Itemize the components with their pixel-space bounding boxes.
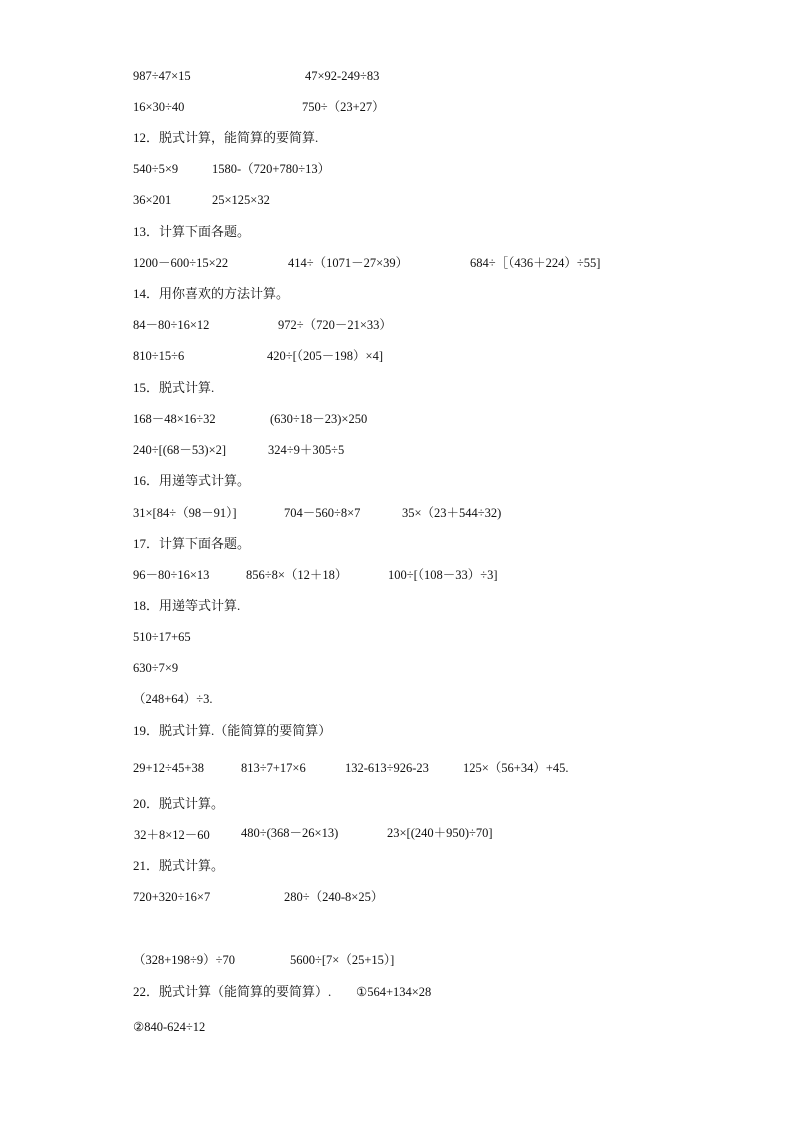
expression: 168－48×16÷32: [133, 412, 216, 426]
question-title: 15．脱式计算.: [133, 380, 215, 395]
expression: 810÷15÷6: [133, 349, 185, 363]
question-title: 22．脱式计算（能简算的要简算）.: [133, 984, 332, 999]
expression: ②840-624÷12: [133, 1020, 206, 1034]
question-title: 16．用递等式计算。: [133, 473, 251, 488]
expression: 96－80÷16×13: [133, 568, 210, 582]
expression: (630÷18－23)×250: [270, 412, 368, 426]
question-title: 21．脱式计算。: [133, 858, 225, 873]
expression: 31×[84÷（98－91）]: [133, 506, 237, 520]
expression: 23×[(240＋950)÷70]: [387, 826, 493, 840]
expression: 16×30÷40: [133, 100, 185, 114]
expression: 420÷[（205－198）×4]: [267, 349, 383, 363]
expression: 630÷7×9: [133, 661, 179, 675]
question-title: 13．计算下面各题。: [133, 224, 251, 239]
expression: 813÷7+17×6: [241, 761, 306, 775]
expression: 750÷（23+27）: [302, 100, 385, 114]
expression: ①564+134×28: [356, 985, 432, 999]
expression: 684÷［（436＋224）÷55]: [470, 256, 601, 270]
expression: 480÷(368－26×13): [241, 826, 339, 840]
question-title: 12．脱式计算，能简算的要简算.: [133, 130, 319, 145]
question-title: 14．用你喜欢的方法计算。: [133, 286, 290, 301]
expression: 32＋8×12－60: [134, 828, 210, 842]
expression: 100÷[（108－33）÷3]: [388, 568, 498, 582]
expression: （328+198÷9）÷70: [133, 953, 236, 967]
expression: 856÷8×（12＋18）: [246, 568, 348, 582]
question-title: 17．计算下面各题。: [133, 536, 251, 551]
expression: 36×201: [133, 193, 172, 207]
expression: 972÷（720－21×33）: [278, 318, 392, 332]
expression: 35×（23＋544÷32): [402, 506, 502, 520]
expression: 29+12÷45+38: [133, 761, 204, 775]
question-title: 20．脱式计算。: [133, 796, 225, 811]
expression: 720+320÷16×7: [133, 890, 211, 904]
expression: 987÷47×15: [133, 69, 191, 83]
expression: 25×125×32: [212, 193, 270, 207]
expression: 414÷（1071－27×39）: [288, 256, 409, 270]
expression: 125×（56+34）+45.: [463, 761, 569, 775]
expression: 704－560÷8×7: [284, 506, 361, 520]
expression: 324÷9＋305÷5: [268, 443, 345, 457]
expression: 1200－600÷15×22: [133, 256, 229, 270]
expression: 540÷5×9: [133, 162, 179, 176]
expression: 5600÷[7×（25+15）]: [290, 953, 395, 967]
expression: 280÷（240-8×25）: [284, 890, 384, 904]
expression: （248+64）÷3.: [133, 692, 213, 706]
expression: 510÷17+65: [133, 630, 191, 644]
question-title: 18．用递等式计算.: [133, 598, 241, 613]
expression: 47×92-249÷83: [305, 69, 380, 83]
question-title: 19．脱式计算.（能简算的要简算）: [133, 723, 332, 738]
expression: 240÷[(68－53)×2]: [133, 443, 227, 457]
expression: 84－80÷16×12: [133, 318, 210, 332]
expression: 1580-（720+780÷13）: [212, 162, 331, 176]
expression: 132-613÷926-23: [345, 761, 429, 775]
